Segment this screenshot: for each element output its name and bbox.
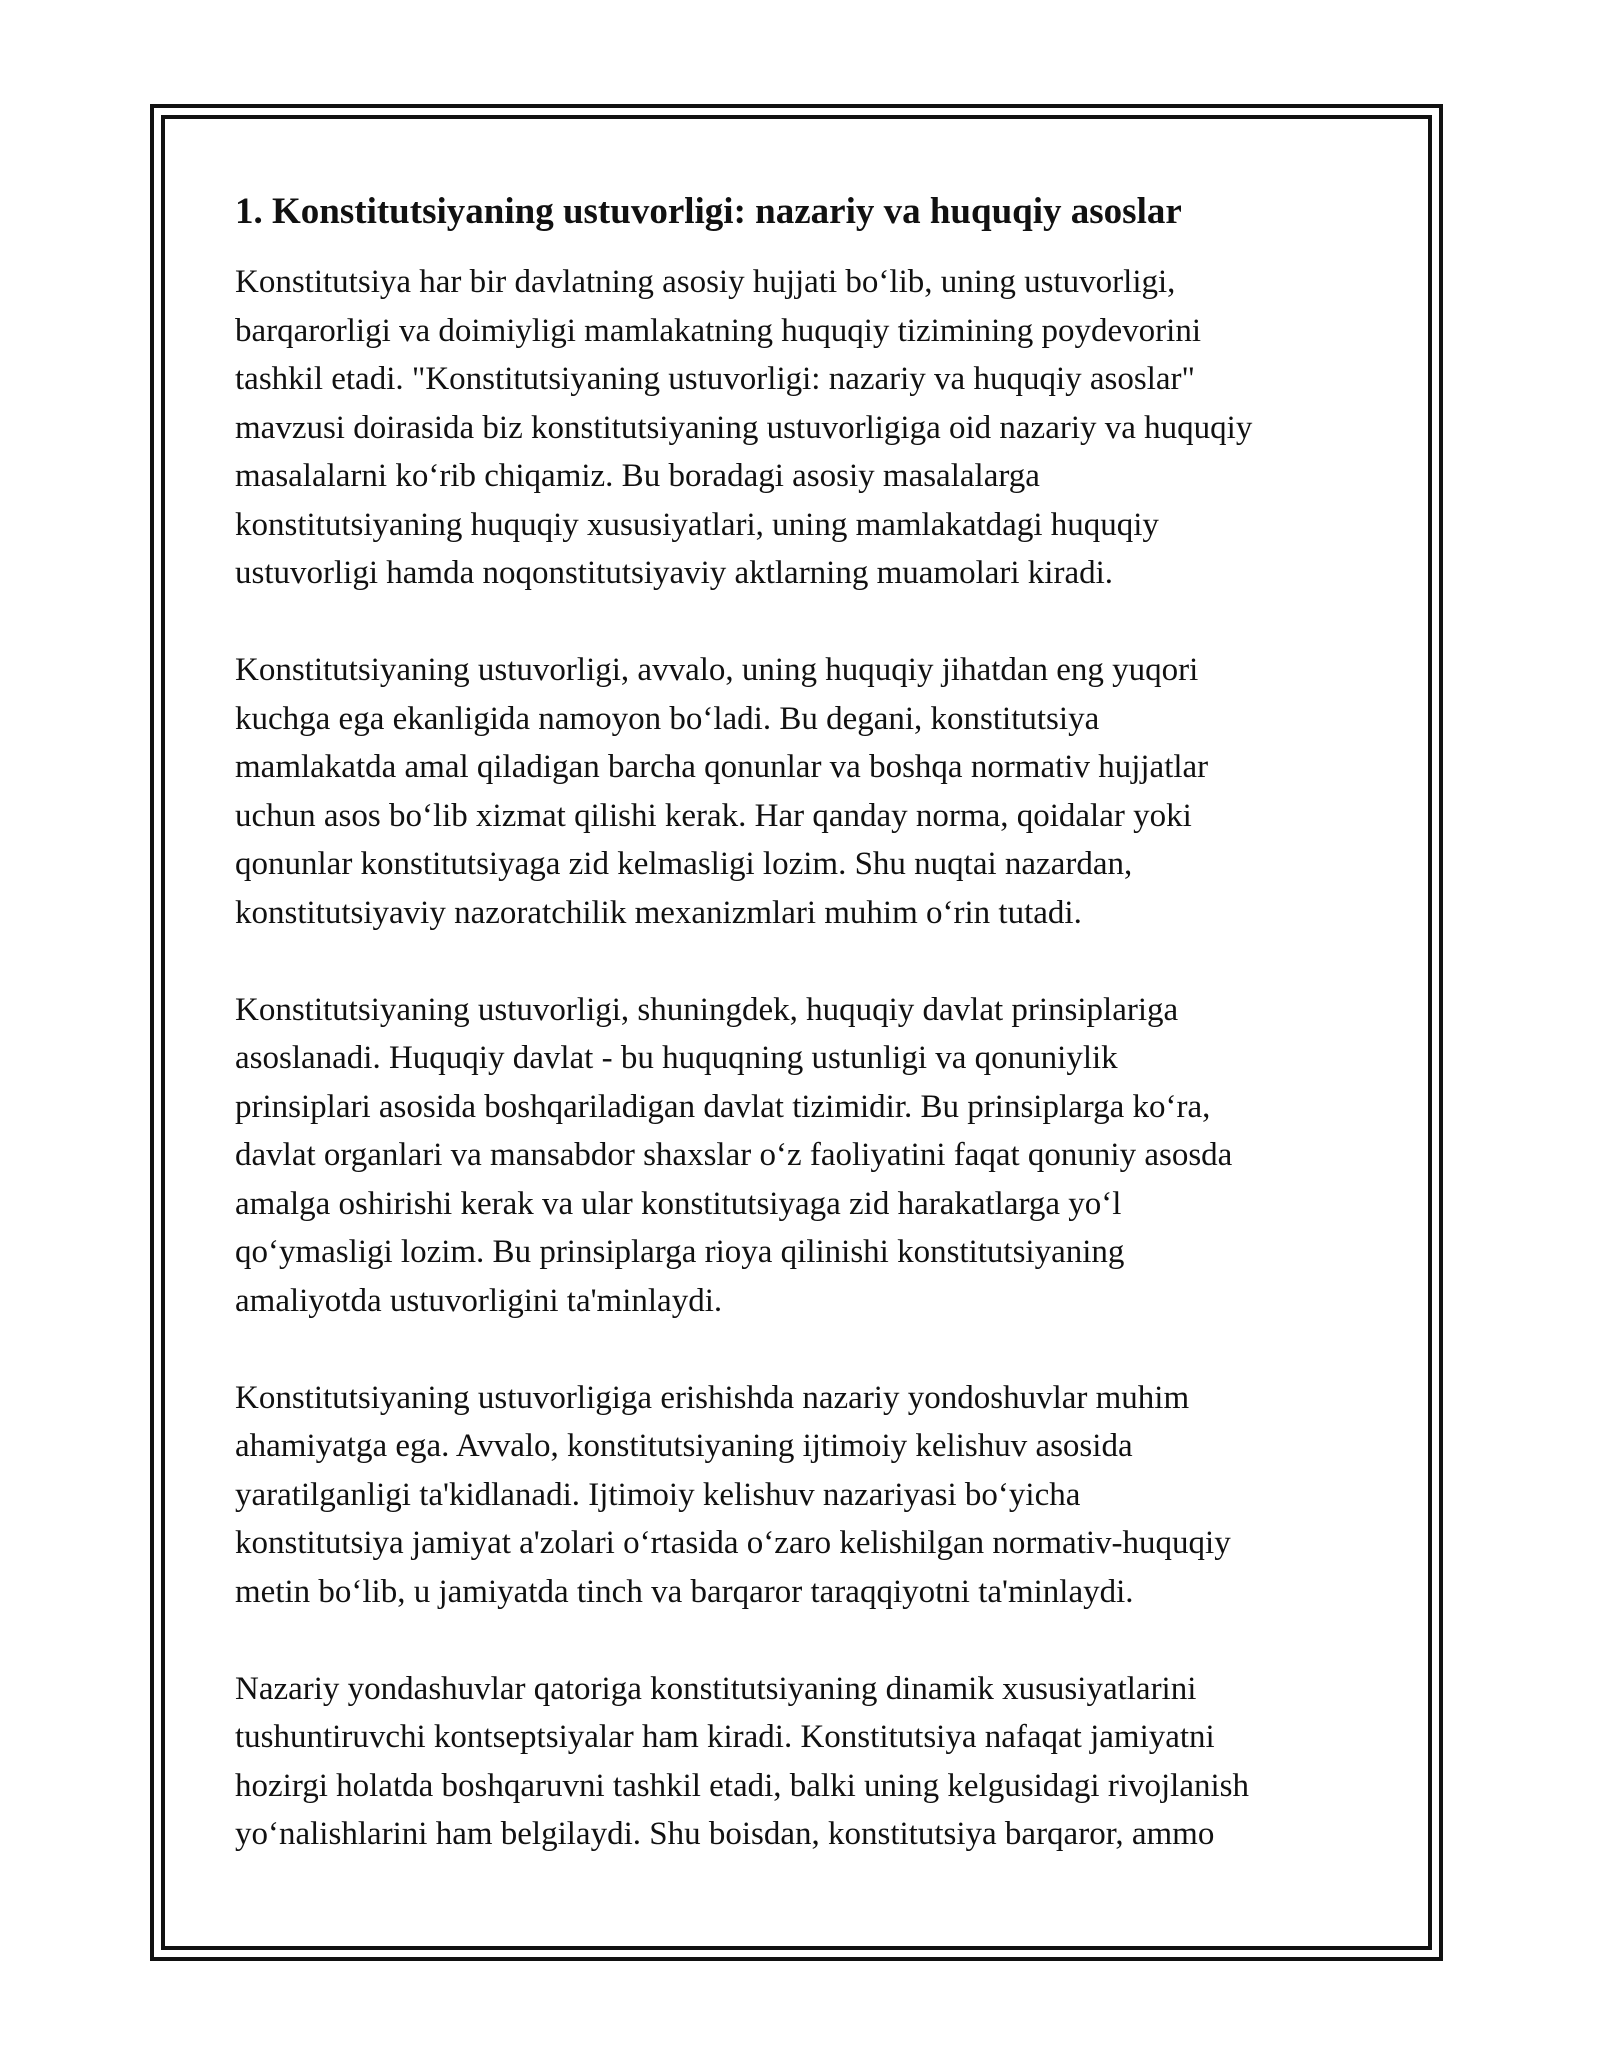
paragraph-5: Nazariy yondashuvlar qatoriga konstitutsiyaning dinamik xususiyatlarini tushuntiruvchi kontseptsiyalar ham kiradi. Konstitutsiya nafaqat jamiyatni hozirgi holatda boshqaruvni tashkil etadi, balki uning kelgusidagi rivojlanish yo‘nalishlarini ham belgilaydi. Shu boisdan, konstitutsiya barqaror, ammo <box>235 1670 1249 1852</box>
paragraph-3: Konstitutsiyaning ustuvorligi, shuningdek, huquqiy davlat prinsiplariga asoslanadi. Huquqiy davlat - bu huquqning ustunligi va qonuniylik prinsiplari asosida boshqariladigan davlat tizimidir. Bu prinsiplarga ko‘ra, davlat organlari va mansabdor shaxslar o‘z faoliyatini faqat qonuniy asosda amalga oshirishi kerak va ular konstitutsiyaga zid harakatlarga yo‘l qo‘ymasligi lozim. Bu prinsiplarga rioya qilinishi konstitutsiyaning amaliyotda ustuvorligini ta'minlaydi. <box>235 991 1233 1319</box>
document-body <box>235 186 1375 1907</box>
page-title: 1. Konstitutsiyaning ustuvorligi: nazariy va huquqiy asoslar <box>235 191 1182 232</box>
paragraph-4: Konstitutsiyaning ustuvorligiga erishishda nazariy yondoshuvlar muhim ahamiyatga ega. Avvalo, konstitutsiyaning ijtimoiy kelishuv asosida yaratilganligi ta'kidlanadi. Ijtimoiy kelishuv nazariyasi bo‘yicha konstitutsiya jamiyat a'zolari o‘rtasida o‘zaro kelishilgan normativ-huquqiy metin bo‘lib, u jamiyatda tinch va barqaror taraqqiyotni ta'minlaydi. <box>235 1379 1231 1610</box>
paragraph-2: Konstitutsiyaning ustuvorligi, avvalo, uning huquqiy jihatdan eng yuqori kuchga ega ekanligida namoyon bo‘ladi. Bu degani, konstitutsiya mamlakatda amal qiladigan barcha qonunlar va boshqa normativ hujjatlar uchun asos bo‘lib xizmat qilishi kerak. Har qanday norma, qoidalar yoki qonunlar konstitutsiyaga zid kelmasligi lozim. Shu nuqtai nazardan, konstitutsiyaviy nazoratchilik mexanizmlari muhim o‘rin tutadi. <box>235 652 1209 931</box>
paragraph-1: Konstitutsiya har bir davlatning asosiy hujjati bo‘lib, uning ustuvorligi, barqarorligi va doimiyligi mamlakatning huquqiy tizimining poydevorini tashkil etadi. "Konstitutsiyaning ustuvorligi: nazariy va huquqiy asoslar" mavzusi doirasida biz konstitutsiyaning ustuvorligiga oid nazariy va huquqiy masalalarni ko‘rib chiqamiz. Bu boradagi asosiy masalalarga konstitutsiyaning huquqiy xususiyatlari, uning mamlakatdagi huquqiy ustuvorligi hamda noqonstitutsiyaviy aktlarning muamolari kiradi. <box>235 264 1253 591</box>
